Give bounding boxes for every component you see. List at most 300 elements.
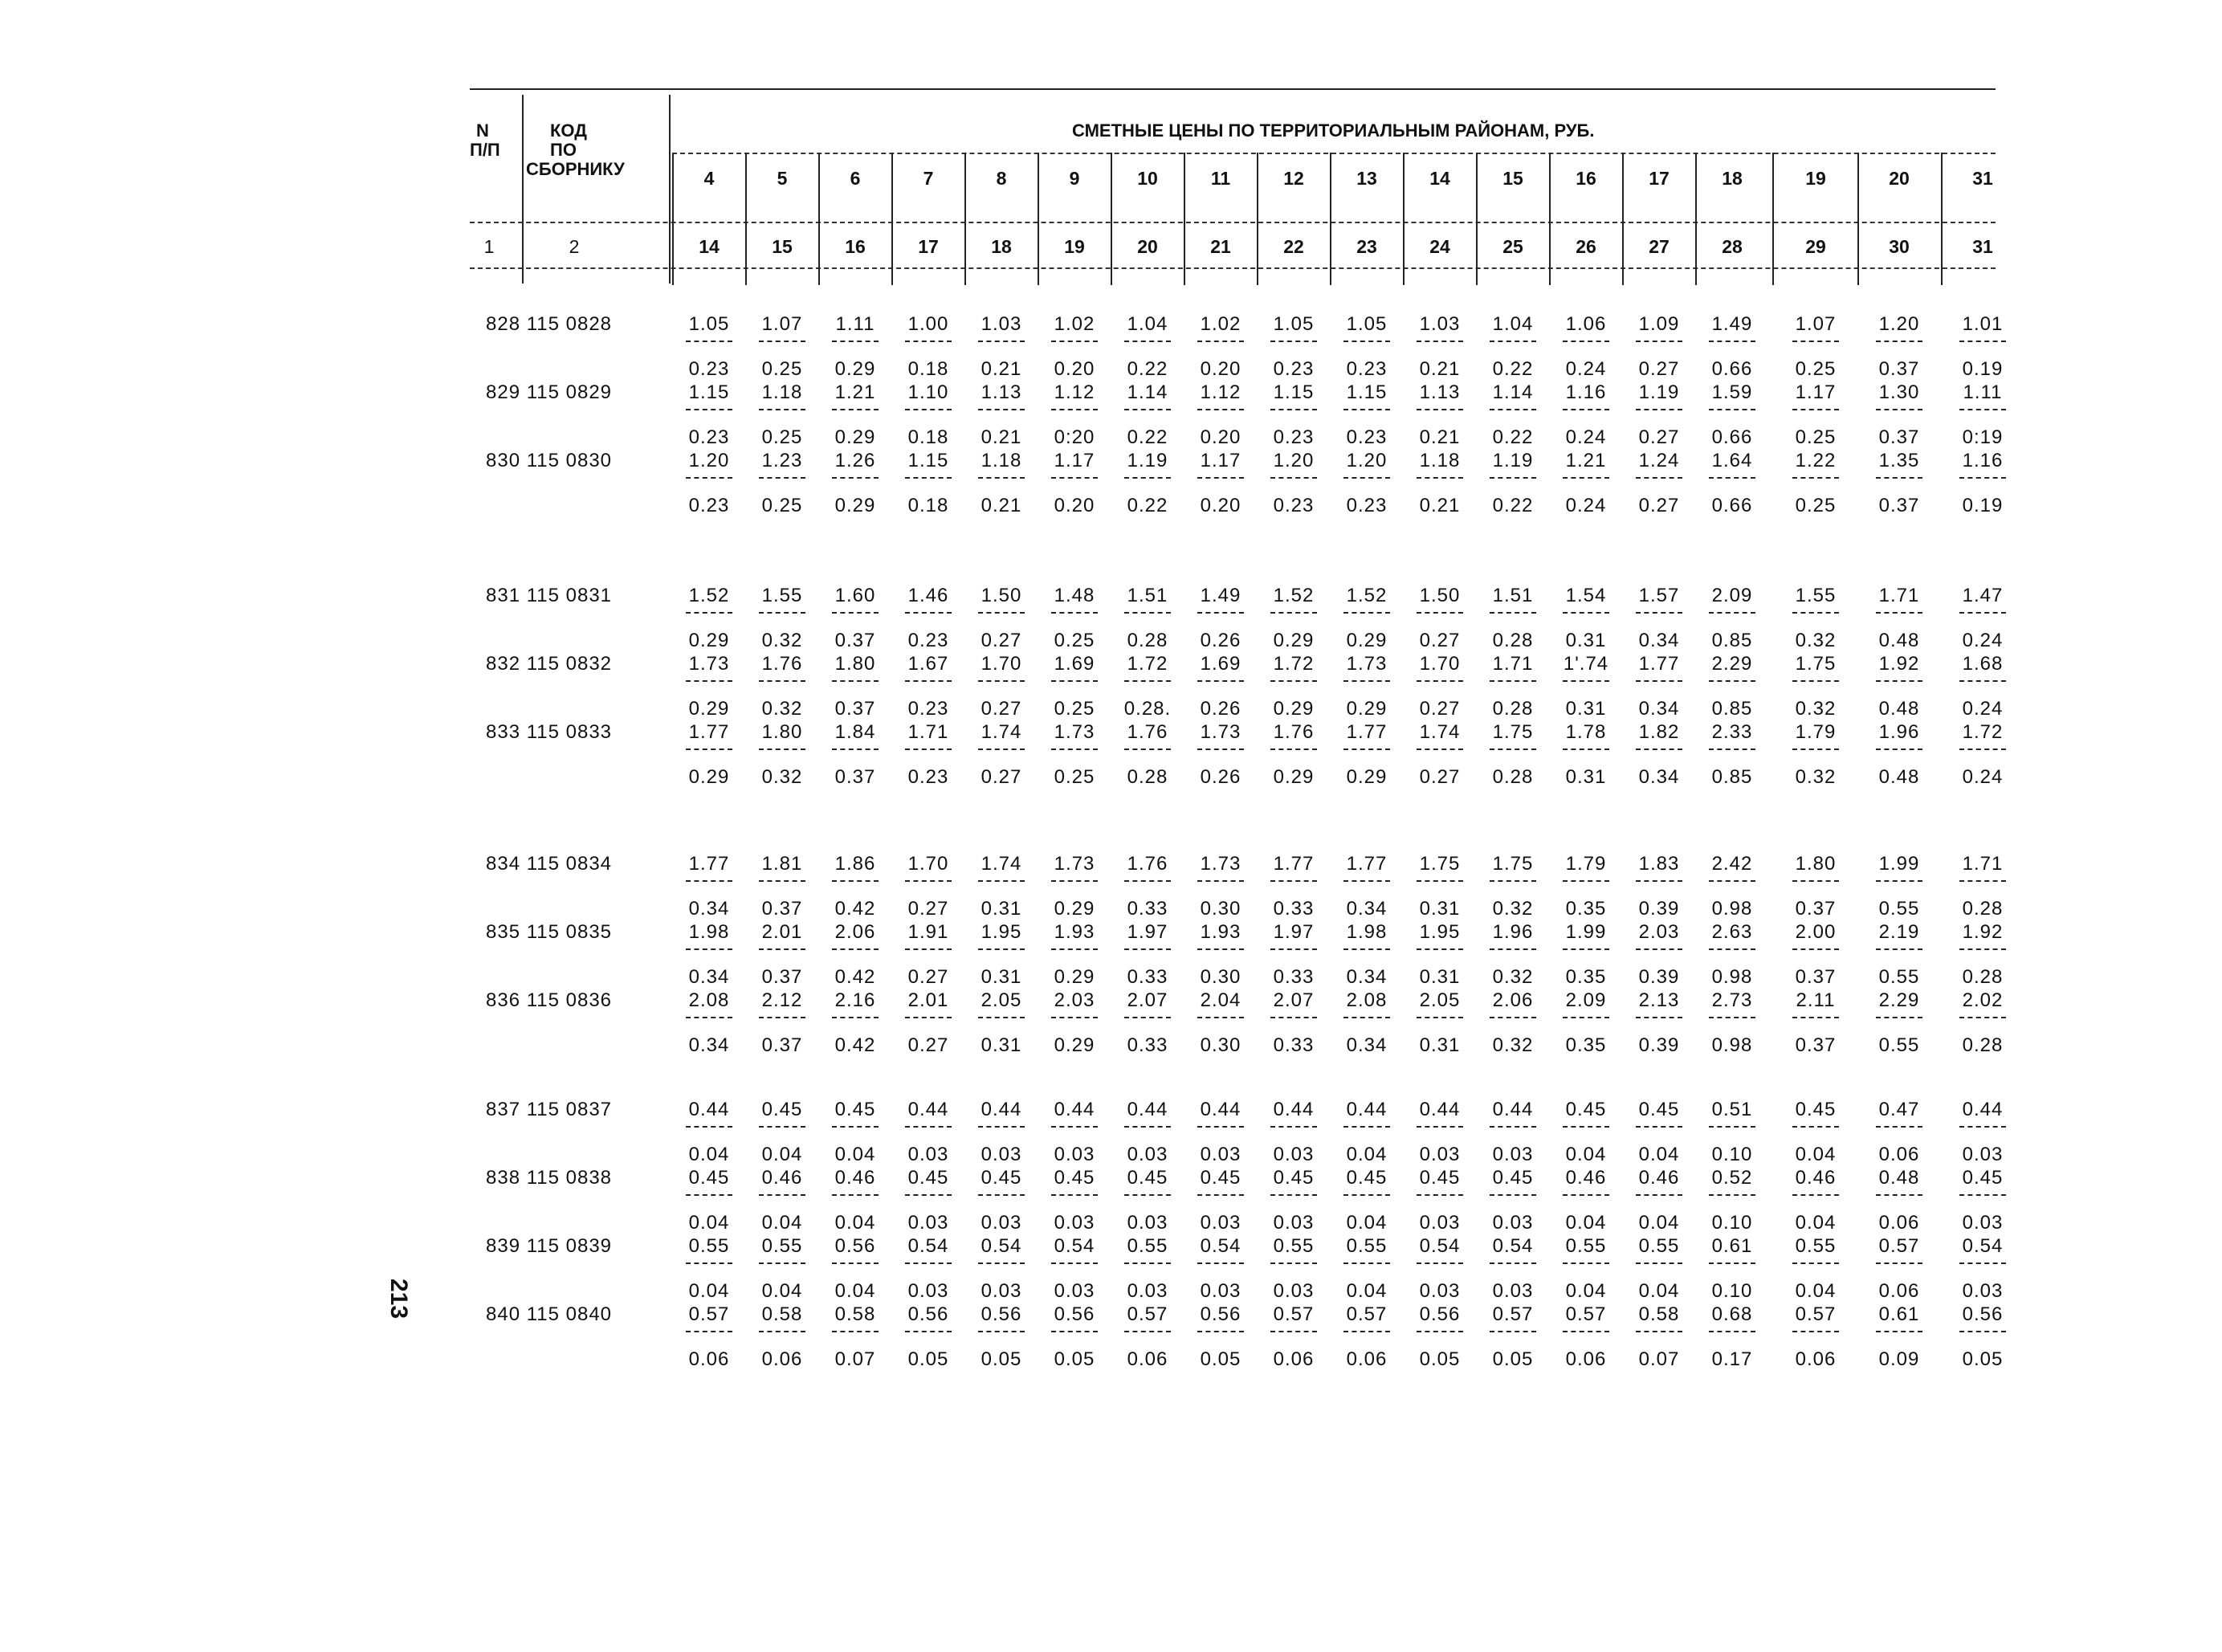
- row-id-8: 836 115 0836: [486, 989, 613, 1011]
- cell-bottom-9-0: 0.04: [688, 1144, 730, 1165]
- cell-bottom-12-14: 0.17: [1711, 1348, 1753, 1370]
- cell-dash-9-13: [1636, 1126, 1682, 1128]
- cell-bottom-3-9: 0.29: [1346, 630, 1388, 651]
- cell-bottom-11-4: 0.03: [981, 1280, 1022, 1302]
- cell-dash-7-2: [832, 948, 879, 950]
- cell-bottom-1-8: 0.23: [1273, 426, 1315, 448]
- header-kod: КОД: [550, 120, 587, 141]
- cell-top-10-13: 0.46: [1638, 1167, 1680, 1189]
- cell-top-5-17: 1.72: [1962, 721, 2004, 743]
- cell-top-12-0: 0.57: [688, 1303, 730, 1325]
- cell-top-7-0: 1.98: [688, 921, 730, 943]
- cell-top-3-0: 1.52: [688, 585, 730, 606]
- cell-top-1-9: 1.15: [1346, 381, 1388, 403]
- cell-top-3-12: 1.54: [1565, 585, 1607, 606]
- cell-bottom-5-4: 0.27: [981, 766, 1022, 788]
- district-header-10: 14: [1429, 168, 1450, 189]
- cell-bottom-8-13: 0.39: [1638, 1034, 1680, 1056]
- cell-bottom-4-17: 0.24: [1962, 698, 2004, 720]
- cell-bottom-10-7: 0.03: [1200, 1212, 1241, 1234]
- cell-bottom-9-5: 0.03: [1054, 1144, 1095, 1165]
- cell-bottom-8-16: 0.55: [1878, 1034, 1920, 1056]
- cell-bottom-1-5: 0:20: [1054, 426, 1095, 448]
- cell-top-10-10: 0.45: [1419, 1167, 1461, 1189]
- cell-bottom-7-5: 0.29: [1054, 966, 1095, 988]
- district-sep-6: [1111, 153, 1112, 285]
- cell-dash-11-4: [978, 1262, 1025, 1264]
- cell-bottom-7-8: 0.33: [1273, 966, 1315, 988]
- cell-dash-11-6: [1124, 1262, 1171, 1264]
- cell-bottom-2-17: 0.19: [1962, 495, 2004, 516]
- colnum-12: 26: [1576, 236, 1596, 257]
- cell-dash-8-12: [1563, 1017, 1609, 1018]
- cell-dash-0-5: [1051, 341, 1098, 342]
- cell-dash-7-14: [1709, 948, 1755, 950]
- row-id-3: 831 115 0831: [486, 585, 613, 606]
- cell-dash-11-2: [832, 1262, 879, 1264]
- cell-bottom-9-9: 0.04: [1346, 1144, 1388, 1165]
- cell-top-7-3: 1.91: [907, 921, 949, 943]
- cell-top-9-17: 0.44: [1962, 1099, 2004, 1120]
- cell-dash-12-6: [1124, 1331, 1171, 1332]
- row-id-1: 829 115 0829: [486, 381, 613, 403]
- cell-top-9-2: 0.45: [834, 1099, 876, 1120]
- cell-dash-1-10: [1417, 409, 1463, 410]
- cell-dash-11-10: [1417, 1262, 1463, 1264]
- cell-dash-7-4: [978, 948, 1025, 950]
- cell-dash-3-0: [686, 612, 732, 614]
- cell-dash-11-13: [1636, 1262, 1682, 1264]
- cell-top-3-6: 1.51: [1127, 585, 1168, 606]
- cell-top-12-1: 0.58: [761, 1303, 803, 1325]
- cell-bottom-11-13: 0.04: [1638, 1280, 1680, 1302]
- cell-bottom-9-12: 0.04: [1565, 1144, 1607, 1165]
- cell-bottom-12-6: 0.06: [1127, 1348, 1168, 1370]
- cell-bottom-1-2: 0.29: [834, 426, 876, 448]
- cell-bottom-12-17: 0.05: [1962, 1348, 2004, 1370]
- cell-dash-10-13: [1636, 1194, 1682, 1196]
- cell-dash-10-14: [1709, 1194, 1755, 1196]
- cell-top-5-5: 1.73: [1054, 721, 1095, 743]
- cell-dash-8-11: [1490, 1017, 1536, 1018]
- cell-dash-3-14: [1709, 612, 1755, 614]
- cell-dash-3-2: [832, 612, 879, 614]
- cell-bottom-9-11: 0.03: [1492, 1144, 1534, 1165]
- cell-top-2-17: 1.16: [1962, 450, 2004, 471]
- cell-bottom-8-4: 0.31: [981, 1034, 1022, 1056]
- cell-bottom-7-7: 0.30: [1200, 966, 1241, 988]
- cell-top-3-4: 1.50: [981, 585, 1022, 606]
- cell-dash-12-14: [1709, 1331, 1755, 1332]
- cell-dash-10-10: [1417, 1194, 1463, 1196]
- cell-top-0-3: 1.00: [907, 313, 949, 335]
- cell-bottom-2-2: 0.29: [834, 495, 876, 516]
- cell-dash-5-12: [1563, 748, 1609, 750]
- district-header-9: 13: [1356, 168, 1377, 189]
- district-header-2: 6: [850, 168, 861, 189]
- cell-bottom-5-6: 0.28: [1127, 766, 1168, 788]
- cell-bottom-8-15: 0.37: [1795, 1034, 1837, 1056]
- cell-top-6-3: 1.70: [907, 853, 949, 875]
- cell-dash-2-13: [1636, 477, 1682, 479]
- cell-dash-0-4: [978, 341, 1025, 342]
- cell-top-12-17: 0.56: [1962, 1303, 2004, 1325]
- cell-bottom-8-9: 0.34: [1346, 1034, 1388, 1056]
- cell-top-7-4: 1.95: [981, 921, 1022, 943]
- cell-top-0-7: 1.02: [1200, 313, 1241, 335]
- cell-top-12-15: 0.57: [1795, 1303, 1837, 1325]
- cell-dash-7-6: [1124, 948, 1171, 950]
- cell-dash-5-15: [1792, 748, 1839, 750]
- cell-dash-0-3: [905, 341, 952, 342]
- cell-bottom-10-14: 0.10: [1711, 1212, 1753, 1234]
- cell-top-5-2: 1.84: [834, 721, 876, 743]
- cell-dash-5-13: [1636, 748, 1682, 750]
- cell-bottom-4-10: 0.27: [1419, 698, 1461, 720]
- cell-dash-0-7: [1197, 341, 1244, 342]
- cell-dash-4-0: [686, 680, 732, 682]
- cell-dash-6-0: [686, 880, 732, 882]
- cell-top-9-7: 0.44: [1200, 1099, 1241, 1120]
- row-id-6: 834 115 0834: [486, 853, 613, 875]
- cell-top-2-12: 1.21: [1565, 450, 1607, 471]
- colnum-4: 18: [991, 236, 1012, 257]
- cell-top-10-3: 0.45: [907, 1167, 949, 1189]
- cell-bottom-5-1: 0.32: [761, 766, 803, 788]
- cell-dash-11-11: [1490, 1262, 1536, 1264]
- colnum-9: 23: [1356, 236, 1377, 257]
- cell-bottom-6-6: 0.33: [1127, 898, 1168, 920]
- cell-bottom-5-14: 0.85: [1711, 766, 1753, 788]
- cell-top-10-6: 0.45: [1127, 1167, 1168, 1189]
- cell-dash-2-3: [905, 477, 952, 479]
- colnum-5: 19: [1064, 236, 1085, 257]
- cell-top-9-4: 0.44: [981, 1099, 1022, 1120]
- cell-top-3-5: 1.48: [1054, 585, 1095, 606]
- cell-dash-7-15: [1792, 948, 1839, 950]
- cell-dash-0-17: [1959, 341, 2006, 342]
- cell-top-4-10: 1.70: [1419, 653, 1461, 675]
- cell-top-0-0: 1.05: [688, 313, 730, 335]
- cell-dash-2-7: [1197, 477, 1244, 479]
- cell-bottom-1-15: 0.25: [1795, 426, 1837, 448]
- district-sep-17: [1941, 153, 1943, 285]
- cell-bottom-8-10: 0.31: [1419, 1034, 1461, 1056]
- cell-bottom-6-10: 0.31: [1419, 898, 1461, 920]
- cell-top-3-8: 1.52: [1273, 585, 1315, 606]
- cell-dash-8-4: [978, 1017, 1025, 1018]
- cell-top-8-10: 2.05: [1419, 989, 1461, 1011]
- district-header-17: 31: [1972, 168, 1993, 189]
- cell-dash-5-6: [1124, 748, 1171, 750]
- cell-top-8-13: 2.13: [1638, 989, 1680, 1011]
- cell-dash-4-3: [905, 680, 952, 682]
- cell-bottom-0-1: 0.25: [761, 358, 803, 380]
- cell-dash-8-7: [1197, 1017, 1244, 1018]
- cell-bottom-11-1: 0.04: [761, 1280, 803, 1302]
- cell-top-4-0: 1.73: [688, 653, 730, 675]
- cell-dash-1-12: [1563, 409, 1609, 410]
- cell-dash-10-3: [905, 1194, 952, 1196]
- cell-top-8-11: 2.06: [1492, 989, 1534, 1011]
- cell-bottom-4-0: 0.29: [688, 698, 730, 720]
- cell-dash-9-10: [1417, 1126, 1463, 1128]
- cell-top-0-10: 1.03: [1419, 313, 1461, 335]
- cell-bottom-5-16: 0.48: [1878, 766, 1920, 788]
- cell-top-4-5: 1.69: [1054, 653, 1095, 675]
- cell-bottom-7-10: 0.31: [1419, 966, 1461, 988]
- cell-bottom-4-11: 0.28: [1492, 698, 1534, 720]
- cell-bottom-4-9: 0.29: [1346, 698, 1388, 720]
- cell-top-11-5: 0.54: [1054, 1235, 1095, 1257]
- cell-bottom-1-17: 0:19: [1962, 426, 2004, 448]
- cell-bottom-8-7: 0.30: [1200, 1034, 1241, 1056]
- cell-dash-9-2: [832, 1126, 879, 1128]
- cell-top-6-11: 1.75: [1492, 853, 1534, 875]
- cell-bottom-2-5: 0.20: [1054, 495, 1095, 516]
- cell-top-11-9: 0.55: [1346, 1235, 1388, 1257]
- header-group-title: СМЕТНЫЕ ЦЕНЫ ПО ТЕРРИТОРИАЛЬНЫМ РАЙОНАМ, РУБ.: [1072, 120, 1595, 141]
- cell-dash-4-2: [832, 680, 879, 682]
- cell-top-11-6: 0.55: [1127, 1235, 1168, 1257]
- cell-dash-11-3: [905, 1262, 952, 1264]
- cell-bottom-8-8: 0.33: [1273, 1034, 1315, 1056]
- cell-dash-5-5: [1051, 748, 1098, 750]
- cell-top-7-6: 1.97: [1127, 921, 1168, 943]
- cell-dash-6-15: [1792, 880, 1839, 882]
- cell-top-6-16: 1.99: [1878, 853, 1920, 875]
- district-header-6: 10: [1137, 168, 1158, 189]
- cell-dash-7-7: [1197, 948, 1244, 950]
- district-sep-14: [1695, 153, 1697, 285]
- cell-dash-5-3: [905, 748, 952, 750]
- cell-dash-6-4: [978, 880, 1025, 882]
- cell-top-12-4: 0.56: [981, 1303, 1022, 1325]
- cell-bottom-10-5: 0.03: [1054, 1212, 1095, 1234]
- cell-bottom-6-7: 0.30: [1200, 898, 1241, 920]
- cell-top-7-1: 2.01: [761, 921, 803, 943]
- cell-dash-10-15: [1792, 1194, 1839, 1196]
- cell-dash-6-10: [1417, 880, 1463, 882]
- cell-top-4-12: 1'.74: [1563, 653, 1609, 675]
- cell-top-2-2: 1.26: [834, 450, 876, 471]
- district-sep-16: [1857, 153, 1859, 285]
- district-sep-1: [745, 153, 747, 285]
- cell-dash-11-5: [1051, 1262, 1098, 1264]
- row-id-0: 828 115 0828: [486, 313, 613, 335]
- cell-bottom-6-5: 0.29: [1054, 898, 1095, 920]
- cell-bottom-1-11: 0.22: [1492, 426, 1534, 448]
- cell-bottom-1-13: 0.27: [1638, 426, 1680, 448]
- cell-top-7-12: 1.99: [1565, 921, 1607, 943]
- cell-top-12-16: 0.61: [1878, 1303, 1920, 1325]
- cell-top-2-13: 1.24: [1638, 450, 1680, 471]
- cell-bottom-10-1: 0.04: [761, 1212, 803, 1234]
- cell-dash-3-6: [1124, 612, 1171, 614]
- cell-dash-2-8: [1270, 477, 1317, 479]
- cell-bottom-5-7: 0.26: [1200, 766, 1241, 788]
- cell-dash-5-2: [832, 748, 879, 750]
- cell-bottom-2-1: 0.25: [761, 495, 803, 516]
- cell-bottom-11-11: 0.03: [1492, 1280, 1534, 1302]
- cell-bottom-3-11: 0.28: [1492, 630, 1534, 651]
- cell-dash-6-3: [905, 880, 952, 882]
- cell-dash-0-11: [1490, 341, 1536, 342]
- cell-bottom-12-11: 0.05: [1492, 1348, 1534, 1370]
- cell-top-10-5: 0.45: [1054, 1167, 1095, 1189]
- cell-top-10-17: 0.45: [1962, 1167, 2004, 1189]
- cell-dash-8-15: [1792, 1017, 1839, 1018]
- cell-dash-12-2: [832, 1331, 879, 1332]
- cell-bottom-4-2: 0.37: [834, 698, 876, 720]
- cell-top-9-16: 0.47: [1878, 1099, 1920, 1120]
- cell-dash-10-8: [1270, 1194, 1317, 1196]
- cell-bottom-0-10: 0.21: [1419, 358, 1461, 380]
- cell-dash-8-14: [1709, 1017, 1755, 1018]
- cell-dash-6-2: [832, 880, 879, 882]
- cell-top-1-13: 1.19: [1638, 381, 1680, 403]
- cell-bottom-6-3: 0.27: [907, 898, 949, 920]
- cell-dash-12-15: [1792, 1331, 1839, 1332]
- cell-top-12-13: 0.58: [1638, 1303, 1680, 1325]
- cell-bottom-10-12: 0.04: [1565, 1212, 1607, 1234]
- page-number: 213: [385, 1279, 412, 1320]
- cell-top-1-7: 1.12: [1200, 381, 1241, 403]
- cell-bottom-5-3: 0.23: [907, 766, 949, 788]
- cell-dash-7-9: [1343, 948, 1390, 950]
- cell-bottom-6-13: 0.39: [1638, 898, 1680, 920]
- cell-top-5-16: 1.96: [1878, 721, 1920, 743]
- cell-dash-9-1: [759, 1126, 805, 1128]
- cell-top-5-14: 2.33: [1711, 721, 1753, 743]
- cell-bottom-6-14: 0.98: [1711, 898, 1753, 920]
- cell-dash-5-1: [759, 748, 805, 750]
- cell-bottom-5-9: 0.29: [1346, 766, 1388, 788]
- cell-bottom-3-7: 0.26: [1200, 630, 1241, 651]
- cell-top-9-14: 0.51: [1711, 1099, 1753, 1120]
- cell-bottom-3-14: 0.85: [1711, 630, 1753, 651]
- cell-top-0-8: 1.05: [1273, 313, 1315, 335]
- cell-dash-2-5: [1051, 477, 1098, 479]
- cell-bottom-1-14: 0.66: [1711, 426, 1753, 448]
- cell-bottom-1-9: 0.23: [1346, 426, 1388, 448]
- cell-top-8-5: 2.03: [1054, 989, 1095, 1011]
- cell-top-12-3: 0.56: [907, 1303, 949, 1325]
- cell-bottom-11-6: 0.03: [1127, 1280, 1168, 1302]
- cell-dash-3-8: [1270, 612, 1317, 614]
- cell-bottom-6-4: 0.31: [981, 898, 1022, 920]
- cell-dash-0-2: [832, 341, 879, 342]
- cell-top-8-2: 2.16: [834, 989, 876, 1011]
- cell-dash-3-17: [1959, 612, 2006, 614]
- cell-dash-8-1: [759, 1017, 805, 1018]
- cell-bottom-11-10: 0.03: [1419, 1280, 1461, 1302]
- cell-dash-8-17: [1959, 1017, 2006, 1018]
- cell-dash-4-1: [759, 680, 805, 682]
- cell-bottom-4-14: 0.85: [1711, 698, 1753, 720]
- cell-dash-3-10: [1417, 612, 1463, 614]
- cell-bottom-1-1: 0.25: [761, 426, 803, 448]
- cell-dash-4-8: [1270, 680, 1317, 682]
- cell-dash-5-16: [1876, 748, 1922, 750]
- cell-dash-9-9: [1343, 1126, 1390, 1128]
- cell-dash-0-0: [686, 341, 732, 342]
- cell-top-12-7: 0.56: [1200, 1303, 1241, 1325]
- cell-bottom-12-12: 0.06: [1565, 1348, 1607, 1370]
- cell-dash-1-1: [759, 409, 805, 410]
- cell-bottom-12-5: 0.05: [1054, 1348, 1095, 1370]
- cell-dash-10-0: [686, 1194, 732, 1196]
- cell-top-5-4: 1.74: [981, 721, 1022, 743]
- cell-bottom-1-0: 0.23: [688, 426, 730, 448]
- cell-bottom-12-1: 0.06: [761, 1348, 803, 1370]
- cell-dash-7-16: [1876, 948, 1922, 950]
- cell-dash-10-7: [1197, 1194, 1244, 1196]
- cell-bottom-12-7: 0.05: [1200, 1348, 1241, 1370]
- cell-top-3-16: 1.71: [1878, 585, 1920, 606]
- cell-top-0-14: 1.49: [1711, 313, 1753, 335]
- cell-dash-9-4: [978, 1126, 1025, 1128]
- cell-dash-11-12: [1563, 1262, 1609, 1264]
- cell-dash-1-5: [1051, 409, 1098, 410]
- cell-bottom-5-13: 0.34: [1638, 766, 1680, 788]
- colnum-14: 28: [1722, 236, 1743, 257]
- cell-bottom-6-0: 0.34: [688, 898, 730, 920]
- cell-top-1-6: 1.14: [1127, 381, 1168, 403]
- cell-top-12-14: 0.68: [1711, 1303, 1753, 1325]
- cell-dash-12-0: [686, 1331, 732, 1332]
- district-header-16: 20: [1889, 168, 1910, 189]
- cell-bottom-3-3: 0.23: [907, 630, 949, 651]
- cell-top-12-10: 0.56: [1419, 1303, 1461, 1325]
- cell-bottom-10-15: 0.04: [1795, 1212, 1837, 1234]
- cell-bottom-6-12: 0.35: [1565, 898, 1607, 920]
- cell-top-4-13: 1.77: [1638, 653, 1680, 675]
- cell-top-2-3: 1.15: [907, 450, 949, 471]
- cell-dash-12-8: [1270, 1331, 1317, 1332]
- cell-dash-1-11: [1490, 409, 1536, 410]
- cell-top-3-11: 1.51: [1492, 585, 1534, 606]
- cell-dash-9-15: [1792, 1126, 1839, 1128]
- cell-dash-9-8: [1270, 1126, 1317, 1128]
- cell-bottom-3-2: 0.37: [834, 630, 876, 651]
- cell-bottom-9-10: 0.03: [1419, 1144, 1461, 1165]
- cell-dash-4-14: [1709, 680, 1755, 682]
- cell-bottom-5-0: 0.29: [688, 766, 730, 788]
- cell-dash-10-17: [1959, 1194, 2006, 1196]
- cell-top-4-16: 1.92: [1878, 653, 1920, 675]
- district-sep-2: [818, 153, 820, 285]
- cell-top-7-5: 1.93: [1054, 921, 1095, 943]
- cell-bottom-9-16: 0.06: [1878, 1144, 1920, 1165]
- cell-bottom-8-6: 0.33: [1127, 1034, 1168, 1056]
- cell-dash-8-2: [832, 1017, 879, 1018]
- cell-bottom-3-5: 0.25: [1054, 630, 1095, 651]
- cell-bottom-10-13: 0.04: [1638, 1212, 1680, 1234]
- cell-bottom-9-6: 0.03: [1127, 1144, 1168, 1165]
- cell-top-8-6: 2.07: [1127, 989, 1168, 1011]
- district-header-7: 11: [1210, 168, 1231, 189]
- cell-top-3-9: 1.52: [1346, 585, 1388, 606]
- cell-top-12-5: 0.56: [1054, 1303, 1095, 1325]
- cell-dash-4-16: [1876, 680, 1922, 682]
- cell-dash-2-14: [1709, 477, 1755, 479]
- cell-bottom-9-8: 0.03: [1273, 1144, 1315, 1165]
- cell-top-1-14: 1.59: [1711, 381, 1753, 403]
- cell-top-0-1: 1.07: [761, 313, 803, 335]
- cell-bottom-12-16: 0.09: [1878, 1348, 1920, 1370]
- cell-top-8-9: 2.08: [1346, 989, 1388, 1011]
